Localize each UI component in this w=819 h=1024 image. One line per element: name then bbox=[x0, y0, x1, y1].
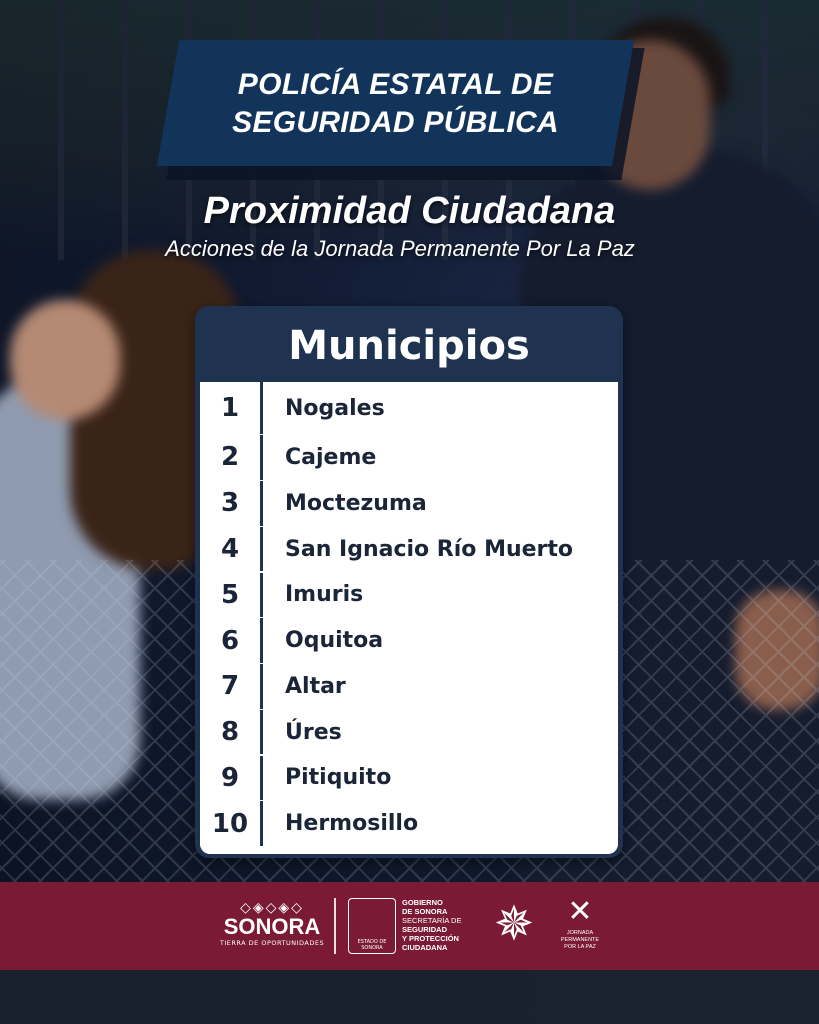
gobierno-logo bbox=[348, 896, 470, 956]
gobierno-text bbox=[402, 898, 461, 952]
jornada-logo bbox=[552, 894, 608, 956]
municipio-name: Altar bbox=[285, 673, 346, 699]
row-number: 8 bbox=[200, 710, 263, 755]
banner-line-1: POLICÍA ESTATAL DE bbox=[237, 68, 554, 101]
row-number: 6 bbox=[200, 618, 263, 663]
sonora-diamond-icon: ◇◈◇◈◇ bbox=[240, 900, 304, 916]
headline: Proximidad Ciudadana bbox=[203, 190, 616, 232]
table-row bbox=[200, 382, 618, 434]
gob-line-2: DE SONORA bbox=[402, 907, 448, 916]
row-number: 9 bbox=[200, 756, 263, 801]
banner-title bbox=[168, 66, 623, 142]
dove-icon: ✕ bbox=[567, 894, 593, 929]
subheadline: Acciones de la Jornada Permanente Por La Paz bbox=[165, 236, 635, 261]
table-row bbox=[200, 573, 618, 618]
gob-line-1: GOBIERNO bbox=[402, 898, 443, 907]
row-number: 3 bbox=[200, 481, 263, 526]
table-row bbox=[200, 756, 618, 801]
jornada-line-2: POR LA PAZ bbox=[564, 944, 596, 950]
table-row bbox=[200, 435, 618, 480]
jornada-line-1: JORNADA PERMANENTE bbox=[560, 930, 600, 943]
table-row bbox=[200, 710, 618, 755]
row-number: 1 bbox=[200, 382, 263, 434]
table-row bbox=[200, 618, 618, 663]
municipio-name: Imuris bbox=[285, 582, 364, 608]
municipio-name: Nogales bbox=[285, 395, 385, 421]
municipio-name: Hermosillo bbox=[285, 811, 419, 837]
background-child-head bbox=[10, 300, 120, 420]
state-seal-icon bbox=[348, 898, 396, 954]
footer-divider bbox=[334, 898, 336, 954]
table-row bbox=[200, 664, 618, 709]
table-row bbox=[200, 527, 618, 572]
municipios-table bbox=[195, 306, 623, 858]
bottom-strip bbox=[0, 970, 819, 1024]
gob-line-3: SECRETARÍA DE bbox=[402, 916, 462, 925]
title-banner bbox=[168, 40, 628, 178]
municipio-name: Cajeme bbox=[285, 444, 377, 470]
table-row bbox=[200, 801, 618, 846]
seal-label: ESTADO DE SONORA bbox=[357, 939, 387, 951]
municipio-name: San Ignacio Río Muerto bbox=[285, 536, 574, 562]
banner-line-2: SEGURIDAD PÚBLICA bbox=[232, 106, 559, 139]
police-badge-icon: ✵ bbox=[493, 896, 535, 952]
table-header: Municipios bbox=[288, 323, 530, 369]
table-row bbox=[200, 481, 618, 526]
row-number: 7 bbox=[200, 664, 263, 709]
jornada-text bbox=[552, 930, 608, 951]
municipio-name: Úres bbox=[285, 719, 342, 745]
sonora-logo bbox=[218, 900, 326, 956]
row-number: 5 bbox=[200, 573, 263, 618]
row-number: 2 bbox=[200, 435, 263, 480]
gob-line-5: Y PROTECCIÓN bbox=[402, 934, 459, 943]
municipio-name: Oquitoa bbox=[285, 628, 384, 654]
municipio-name: Moctezuma bbox=[285, 490, 427, 516]
sonora-word: SONORA bbox=[223, 914, 321, 939]
gob-line-4: SEGURIDAD bbox=[402, 925, 448, 934]
row-number: 10 bbox=[200, 801, 263, 846]
row-number: 4 bbox=[200, 527, 263, 572]
municipio-name: Pitiquito bbox=[285, 765, 392, 791]
sonora-tagline: TIERRA DE OPORTUNIDADES bbox=[219, 939, 325, 947]
gob-line-6: CIUDADANA bbox=[402, 943, 448, 952]
